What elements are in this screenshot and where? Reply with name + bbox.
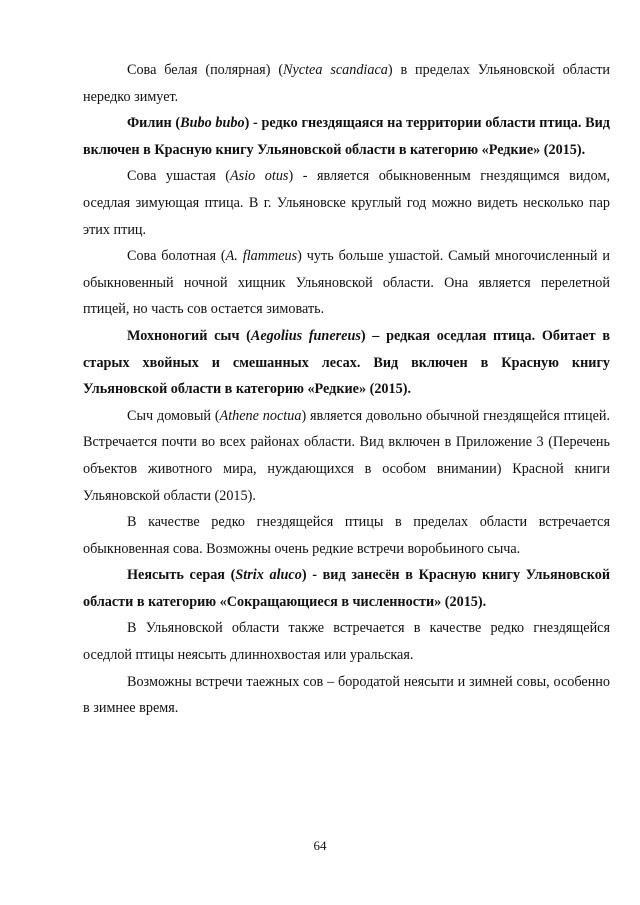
species-latin-name: Aegolius funereus: [250, 327, 361, 344]
paragraph-text: ) чуть больше ушастой. Самый многочисленный и обыкновенный ночной хищник Ульяновской области. Она является перелетной птицей, но часть сов остается зимовать.: [83, 248, 610, 318]
paragraph-text: ) - является обыкновенным гнездящимся видом, оседлая зимующая птица. В г. Ульяновске круглый год можно видеть несколько пар этих птиц.: [83, 168, 610, 238]
paragraph-text: ) – редкая оседлая птица. Обитает в старых хвойных и смешанных лесах. Вид включен в Красную книгу Ульяновской области в категорию «Редкие» (2015).: [83, 327, 610, 398]
paragraph-rare-nesting: [83, 509, 610, 562]
paragraph-little-owl: [83, 403, 610, 509]
page-number: 64: [313, 838, 327, 853]
species-latin-name: Athene noctua: [219, 407, 302, 424]
paragraph-snowy-owl: [83, 57, 610, 110]
paragraph-taiga-owls: [83, 669, 610, 722]
paragraph-text: Мохноногий сыч (: [127, 327, 251, 344]
paragraph-text: Сова болотная (: [127, 248, 226, 265]
paragraph-text: ) в пределах Ульяновской области нередко зимует.: [83, 62, 611, 105]
species-latin-name: A. flammeus: [225, 248, 298, 265]
paragraph-tawny-owl: [83, 562, 610, 615]
paragraph-text: В Ульяновской области также встречается в качестве редко гнездящейся оседлой птицы неясыть длиннохвостая или уральская.: [83, 620, 610, 664]
paragraph-text: Сыч домовый (: [127, 407, 220, 424]
paragraph-text: Филин (: [127, 115, 181, 132]
paragraph-text: В качестве редко гнездящейся птицы в пределах области встречается обыкновенная сова. Возможны очень редкие встречи воробьиного сыча.: [83, 514, 610, 557]
paragraph-text: Возможны встречи таежных сов – бородатой неясыти и зимней совы, особенно в зимнее время.: [83, 673, 610, 717]
paragraph-text: Неясыть серая (: [127, 567, 236, 584]
paragraph-long-eared-owl: [83, 163, 610, 243]
document-body: [83, 57, 610, 722]
paragraph-eagle-owl: [83, 110, 610, 163]
paragraph-text: ) - вид занесён в Красную книгу Ульяновской области в категорию «Сокращающиеся в численности» (2015).: [83, 567, 610, 610]
species-latin-name: Asio otus: [230, 168, 289, 185]
species-latin-name: Nyctea scandiaca: [283, 62, 388, 78]
paragraph-boreal-owl: [83, 323, 610, 403]
paragraph-text: ) - редко гнездящаяся на территории области птица. Вид включен в Красную книгу Ульяновской области в категорию «Редкие» (2015).: [83, 115, 610, 158]
paragraph-text: ) является довольно обычной гнездящейся птицей. Встречается почти во всех районах области. Вид включен в Приложение 3 (Перечень объектов животного мира, нуждающихся в особом внимании) Красной книги Ульяновской области (2015).: [83, 407, 611, 504]
species-latin-name: Bubo bubo: [180, 115, 245, 132]
paragraph-text: Сова ушастая (: [127, 168, 231, 185]
paragraph-ural-owl: [83, 615, 610, 668]
paragraph-short-eared-owl: [83, 243, 610, 323]
paragraph-text: Сова белая (полярная) (: [127, 62, 284, 78]
species-latin-name: Strix aluco: [235, 567, 302, 584]
